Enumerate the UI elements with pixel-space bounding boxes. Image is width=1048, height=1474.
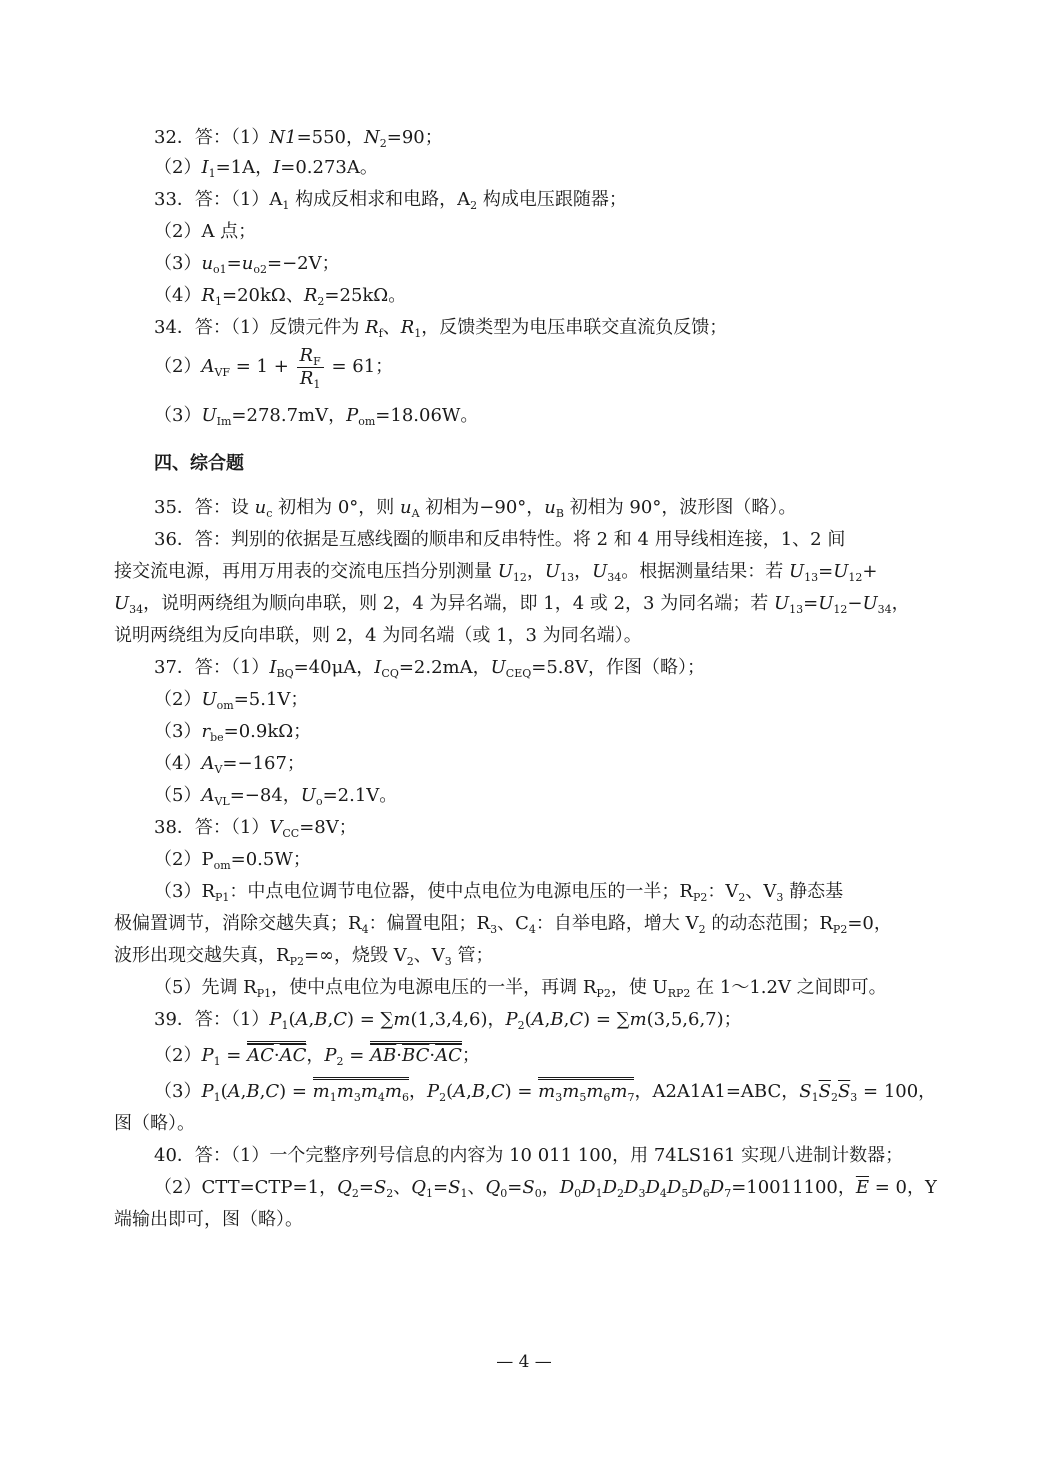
- answer-36-line-3: $U_{34}$，说明两绕组为顺向串联，则 2，4 为异名端，即 1，4 或 2，3 为同名端；若 $U_{13}=U_{12}-U_{34}$，: [114, 593, 910, 616]
- answer-39-line-2: $(2)P_1 = \overline{AC}\cdot\overline{AC}$，$P_2 = \overline{AB}\cdot\overline{BC}\cdot\overline{AC}$；: [154, 1044, 480, 1068]
- answer-38-line-5: 波形出现交越失真，$R_{P2}=\infty$，烧毁 $V_2$、$V_3$ 管；: [114, 945, 494, 968]
- answer-36-line-1: 36．答：判别的依据是互感线圈的顺串和反串特性。将 2 和 4 用导线相连接，1、2 间: [154, 529, 846, 550]
- section-heading: 四、综合题: [154, 453, 244, 474]
- answer-33-line-3: $(3)u_{o1}=u_{o2}=-2V$；: [154, 253, 340, 276]
- feedback-fraction: $\frac{R_F}{R_1}$: [297, 345, 324, 390]
- answer-38-line-2: $(2)P_{om}=0.5W$；: [154, 849, 311, 872]
- answer-38-line-3: $(3)R_{P1}$：中点电位调节电位器，使中点电位为电源电压的一半；$R_{P2}$：$V_2$、$V_3$ 静态基: [154, 881, 844, 904]
- answer-39-line-1: 39．答：$(1)P_1(A,B,C) = \sum m(1,3,4,6)$，$P_2(A,B,C) = \sum m(3,5,6,7)$；: [154, 1009, 742, 1032]
- answer-37-line-2: $(2)U_{om}=5.1V$；: [154, 689, 309, 712]
- answer-39-line-4: 图（略）。: [114, 1113, 195, 1134]
- answer-32-line-1: 32．答：（1）N1=550，$N_2=90$；: [154, 127, 443, 150]
- answer-37-line-5: $(5)A_{VL}=-84$，$U_o=2.1V$。: [154, 785, 398, 808]
- answer-38-line-6: （5）先调 $R_{P1}$，使中点电位为电源电压的一半，再调 $R_{P2}$，使 $U_{RP2}$ 在 1～1.2V 之间即可。: [154, 977, 887, 1000]
- answer-32-line-2: $(2)I_1=1A$，I=0.273A。: [154, 157, 378, 180]
- answer-37-line-4: $(4)A_V=-167$；: [154, 753, 305, 776]
- answer-36-line-4: 说明两绕组为反向串联，则 2，4 为同名端（或 1，3 为同名端）。: [114, 625, 642, 646]
- answer-38-line-4: 极偏置调节，消除交越失真；$R_4$：偏置电阻；$R_3$、$C_4$：自举电路，增大 $V_2$ 的动态范围；$R_{P2}=0$，: [114, 913, 892, 936]
- answer-35: 35．答：设 $u_c$ 初相为 0°，则 $u_A$ 初相为−90°，$u_B$ 初相为 90°，波形图（略）。: [154, 497, 797, 520]
- answer-40-line-2: （2）CTT=CTP=1，$Q_2=S_2$、$Q_1=S_1$、$Q_0=S_0$，$D_0D_1D_2D_3D_4D_5D_6D_7=10011100$，$\overline{E} = 0$，Y: [154, 1177, 937, 1200]
- answer-33-line-2: （2）A 点；: [154, 221, 257, 242]
- answer-34-line-3: $(3)U_{Im}=278.7mV$，$P_{om}=18.06W$。: [154, 405, 479, 428]
- answer-34-line-2: $(2)A_{VF} = 1$ + $\frac{R_F}{R_1}$ = 61；: [154, 344, 394, 391]
- answer-37-line-3: $(3)r_{be}=0.9k\Omega$；: [154, 721, 312, 744]
- answer-39-line-3: $(3)P_1(A,B,C) = m_1m_3m_4m_6$，$P_2(A,B,C) = m_3m_5m_6m_7$，A2A1A1=ABC，$S_1\overline{S}_2\overline{S}_3 = 100$，: [154, 1080, 936, 1104]
- answer-38-line-1: 38．答：$(1)V_{CC}=8V$；: [154, 817, 357, 840]
- page-number: — 4 —: [496, 1352, 552, 1372]
- answer-36-line-2: 接交流电源，再用万用表的交流电压挡分别测量 $U_{12}$，$U_{13}$，$U_{34}$。根据测量结果：若 $U_{13}=U_{12}+$: [114, 561, 878, 584]
- answer-40-line-1: 40．答：（1）一个完整序列号信息的内容为 10 011 100，用 74LS161 实现八进制计数器；: [154, 1145, 904, 1166]
- answer-34-line-1: 34．答：（1）反馈元件为 $R_f$、$R_1$，反馈类型为电压串联交直流负反馈；: [154, 317, 728, 340]
- answer-33-line-4: $(4)R_1=20k\Omega$、$R_2=25k\Omega$。: [154, 285, 407, 308]
- answer-37-line-1: 37．答：$(1)I_{BQ}=40\mu A$，$I_{CQ}=2.2mA$，$U_{CEQ}=5.8V$，作图（略）；: [154, 657, 705, 680]
- answer-33-line-1: 33．答：$(1)A_1$ 构成反相求和电路，$A_2$ 构成电压跟随器；: [154, 189, 627, 212]
- answer-40-line-3: 端输出即可，图（略）。: [114, 1209, 303, 1230]
